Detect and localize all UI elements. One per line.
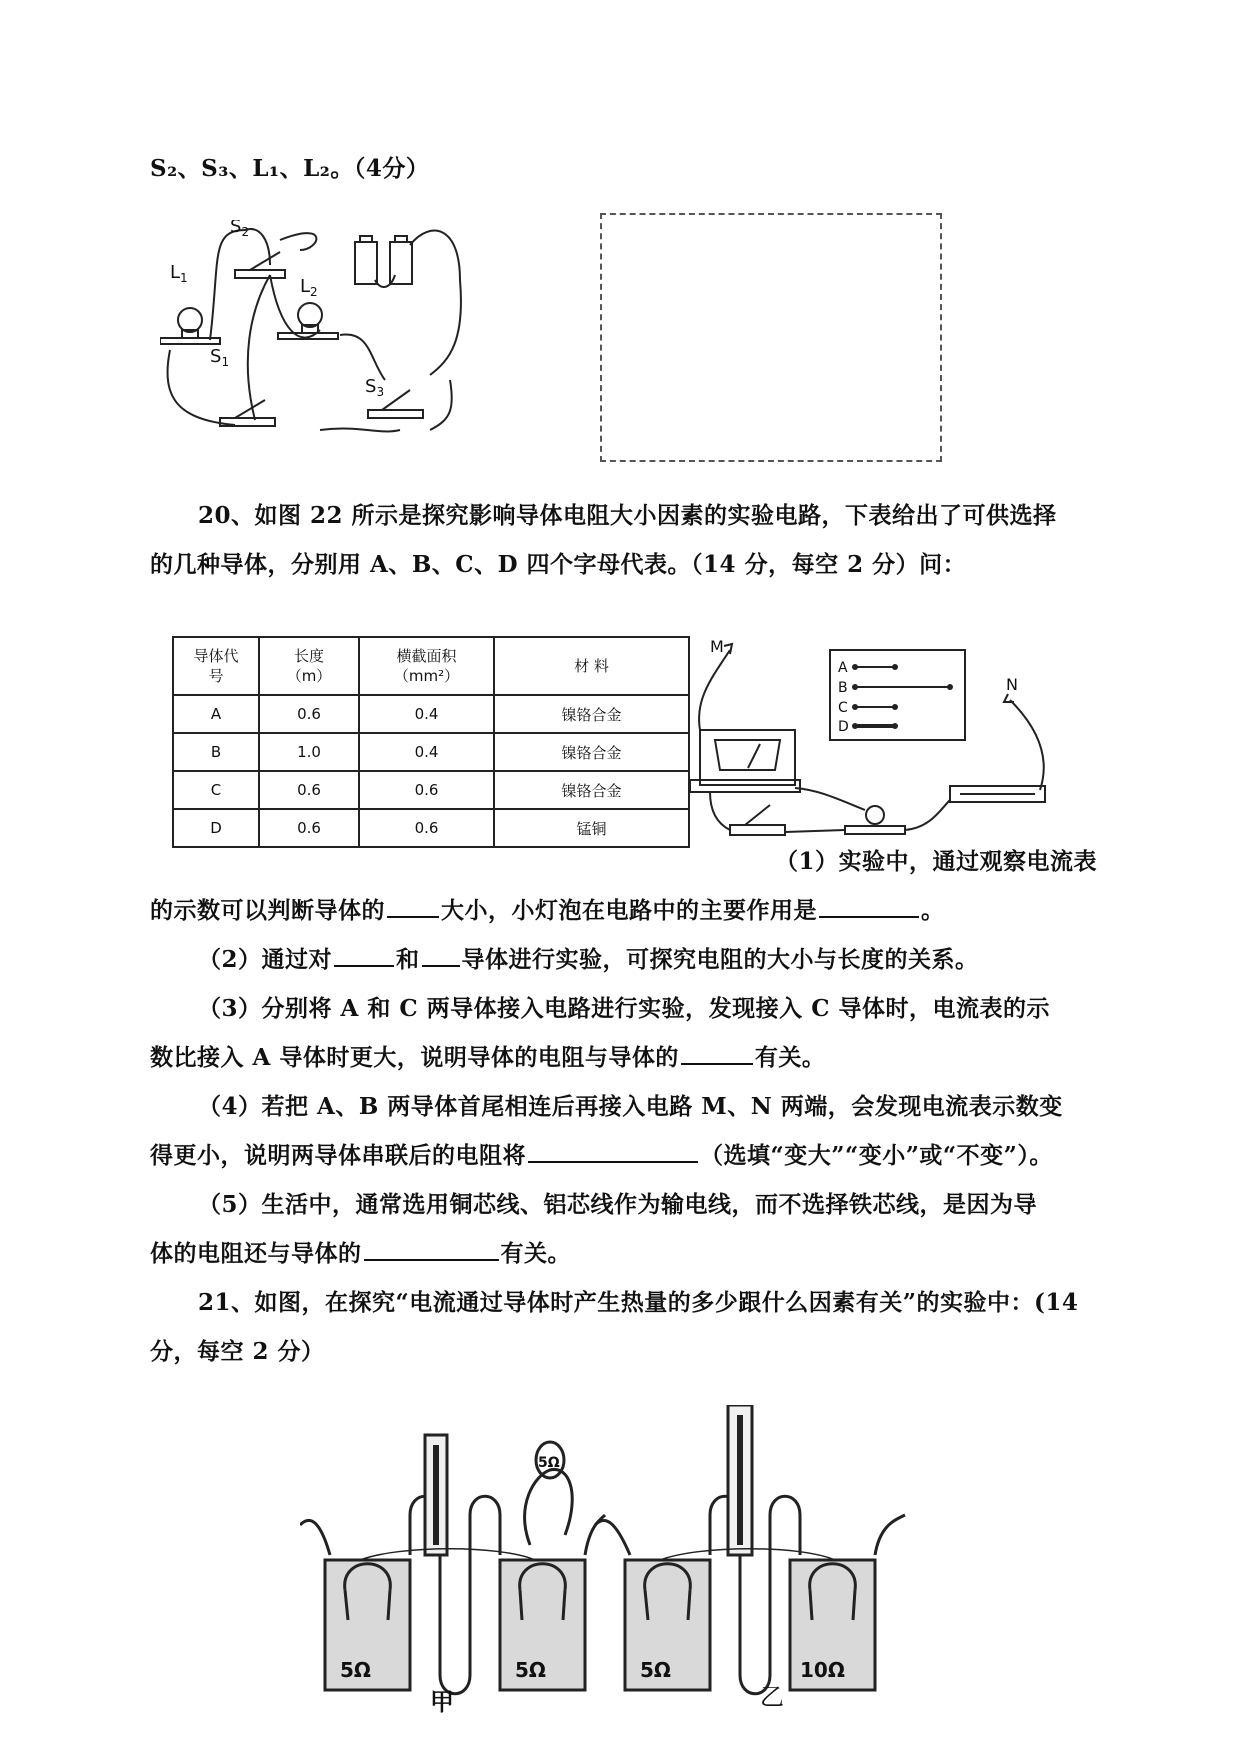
question-21-line2: 分，每空 2 分）	[150, 1338, 325, 1365]
sub4-line-b: 得更小，说明两导体串联后的电阻将 （选填“变大”“变小”或“不变”）。	[150, 1142, 1053, 1169]
wire-label-D: D	[838, 719, 849, 735]
label-S2: $S_2$	[230, 220, 250, 239]
resistor-label-jia-left: 5Ω	[340, 1658, 371, 1682]
label-L1: $L_1$	[170, 262, 188, 285]
resistance-circuit-figure	[690, 640, 1070, 850]
blank-3[interactable]	[681, 1043, 753, 1065]
table-row: A 0.6 0.4 镍铬合金	[173, 695, 689, 733]
blank-5[interactable]	[364, 1239, 499, 1261]
question-20-line1: 20、如图 22 所示是探究影响导体电阻大小因素的实验电路，下表给出了可供选择	[198, 502, 1057, 529]
table-header-length: 长度 （m）	[259, 637, 359, 695]
resistor-label-yi-right: 10Ω	[800, 1658, 845, 1682]
question-19-tail: S₂、S₃、L₁、L₂。（4分）	[150, 155, 430, 182]
sub1-line-b: 的示数可以判断导体的 大小，小灯泡在电路中的主要作用是 。	[150, 897, 945, 924]
question-21-line1: 21、如图，在探究“电流通过导体时产生热量的多少跟什么因素有关”的实验中：(14	[198, 1289, 1079, 1316]
sub2-line: （2）通过对 和 导体进行实验，可探究电阻的大小与长度的关系。	[198, 946, 979, 973]
blank-2a[interactable]	[334, 945, 394, 967]
label-S1: $S_1$	[210, 346, 230, 369]
table-row: C 0.6 0.6 镍铬合金	[173, 771, 689, 809]
sub3-line-b: 数比接入 A 导体时更大，说明导体的电阻与导体的 有关。	[150, 1044, 826, 1071]
resistor-label-yi-left: 5Ω	[640, 1658, 671, 1682]
question-20-line2: 的几种导体，分别用 A、B、C、D 四个字母代表。（14 分，每空 2 分）问：	[150, 551, 967, 578]
label-N: N	[1006, 675, 1018, 694]
circuit-diagram-answer-box[interactable]	[600, 213, 942, 462]
conductor-table	[172, 636, 690, 848]
wire-label-A: A	[838, 660, 848, 676]
sub5-line-b: 体的电阻还与导体的 有关。	[150, 1240, 571, 1267]
resistor-label-jia-right: 5Ω	[515, 1658, 546, 1682]
heating-experiment-figure	[300, 1405, 910, 1715]
figure-label-jia: 甲	[430, 1688, 454, 1715]
sub3-line-a: （3）分别将 A 和 C 两导体接入电路进行实验，发现接入 C 导体时，电流表的示	[198, 995, 1051, 1022]
table-header-area: 横截面积 （mm²）	[359, 637, 494, 695]
table-header-material: 材 料	[494, 637, 689, 695]
circuit-physical-figure	[160, 220, 490, 450]
blank-2b[interactable]	[422, 945, 460, 967]
wire-label-C: C	[838, 700, 848, 716]
blank-4[interactable]	[528, 1141, 698, 1163]
table-header-code: 导体代 号	[173, 637, 259, 695]
wire-label-B: B	[838, 680, 848, 696]
figure-label-yi: 乙	[760, 1683, 784, 1711]
sub4-line-a: （4）若把 A、B 两导体首尾相连后再接入电路 M、N 两端，会发现电流表示数变	[198, 1093, 1063, 1120]
label-L2: $L_2$	[300, 276, 318, 299]
label-S3: $S_3$	[365, 376, 385, 399]
label-M: M	[710, 640, 724, 656]
table-row: D 0.6 0.6 锰铜	[173, 809, 689, 847]
table-row: B 1.0 0.4 镍铬合金	[173, 733, 689, 771]
sub5-line-a: （5）生活中，通常选用铜芯线、铝芯线作为输电线，而不选择铁芯线，是因为导	[198, 1191, 1038, 1218]
sub1-line-a: （1）实验中，通过观察电流表	[775, 848, 1098, 875]
blank-1a[interactable]	[387, 896, 439, 918]
resistor-label-jia-outer: 5Ω	[538, 1455, 560, 1471]
blank-1b[interactable]	[819, 896, 919, 918]
